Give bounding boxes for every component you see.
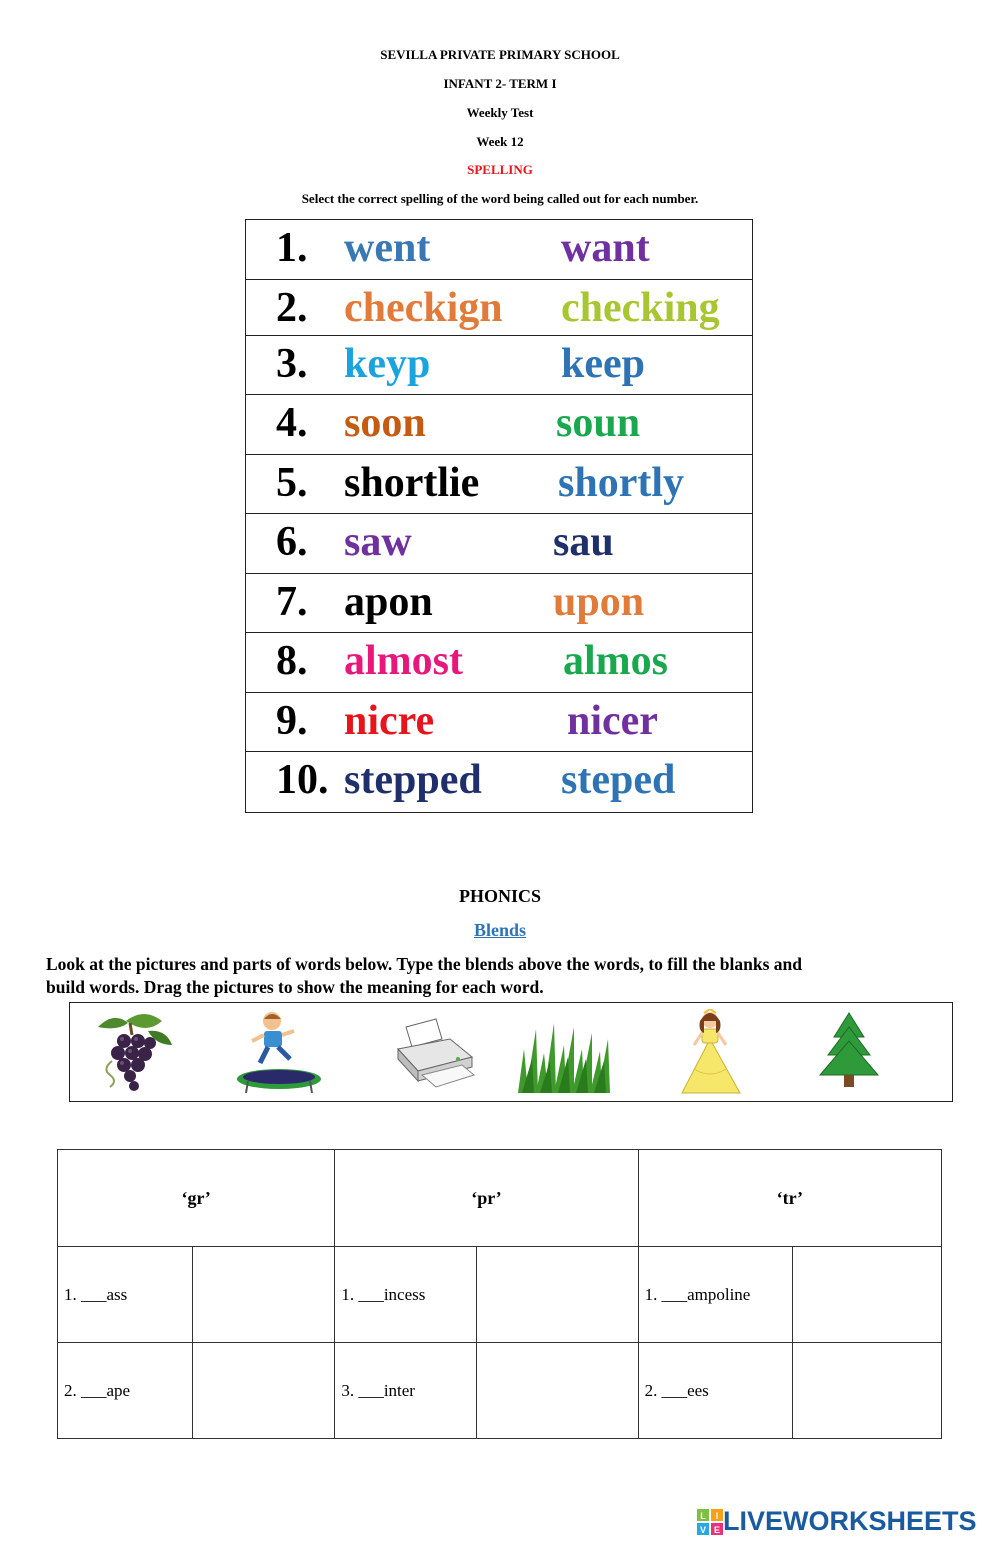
item-number: 1. xyxy=(276,225,308,271)
logo-blocks-icon xyxy=(697,1509,723,1535)
grass-image[interactable] xyxy=(514,1009,612,1095)
princess-image[interactable] xyxy=(664,1009,756,1095)
word-option-a[interactable]: soon xyxy=(344,400,426,446)
week-label: Week 12 xyxy=(476,134,524,149)
item-number: 5. xyxy=(276,459,308,506)
word-fill-blank[interactable]: 2. ___ees xyxy=(638,1343,793,1439)
item-number: 3. xyxy=(276,340,308,387)
logo-text: LIVEWORKSHEETS xyxy=(723,1506,977,1536)
picture-drop-zone[interactable] xyxy=(793,1343,942,1439)
item-number: 10. xyxy=(276,757,329,803)
picture-strip xyxy=(69,1002,953,1102)
term-label: INFANT 2- TERM I xyxy=(443,76,557,91)
logo-letter: I xyxy=(715,1510,719,1521)
picture-drop-zone[interactable] xyxy=(477,1247,639,1343)
logo-letter: V xyxy=(699,1524,707,1535)
spelling-row xyxy=(246,395,752,455)
word-option-b[interactable]: keep xyxy=(561,340,645,387)
trampoline-image[interactable] xyxy=(234,1009,324,1095)
word-option-b[interactable]: sau xyxy=(553,519,614,565)
spelling-row xyxy=(246,693,752,753)
logo-letter: L xyxy=(700,1510,706,1521)
word-option-a[interactable]: apon xyxy=(344,578,433,625)
word-option-b[interactable]: want xyxy=(561,225,650,271)
item-number: 2. xyxy=(276,284,308,331)
word-option-b[interactable]: soun xyxy=(556,400,641,446)
blend-header-tr: ‘tr’ xyxy=(638,1150,941,1247)
grapes-image[interactable] xyxy=(88,1009,172,1095)
spelling-row xyxy=(246,752,752,812)
item-number: 8. xyxy=(276,638,308,684)
subtitle-blends: Blends xyxy=(473,920,527,940)
word-option-a[interactable]: stepped xyxy=(344,757,482,803)
word-option-a[interactable]: saw xyxy=(344,519,412,565)
picture-drop-zone[interactable] xyxy=(477,1343,639,1439)
word-option-a[interactable]: almost xyxy=(344,638,463,684)
spelling-row xyxy=(246,280,752,336)
word-option-b[interactable]: checking xyxy=(561,284,720,331)
word-option-b[interactable]: shortly xyxy=(558,459,684,506)
word-option-b[interactable]: steped xyxy=(561,757,676,803)
word-option-a[interactable]: checkign xyxy=(344,284,503,331)
spelling-row xyxy=(246,514,752,574)
spelling-table xyxy=(245,219,753,813)
school-name: SEVILLA PRIVATE PRIMARY SCHOOL xyxy=(380,47,620,62)
word-fill-blank[interactable]: 1. ___ampoline xyxy=(638,1247,793,1343)
logo-letter: E xyxy=(713,1524,721,1535)
item-number: 6. xyxy=(276,519,308,565)
item-number: 7. xyxy=(276,578,308,625)
spelling-row xyxy=(246,220,752,280)
item-number: 4. xyxy=(276,400,308,446)
word-option-a[interactable]: keyp xyxy=(344,340,431,387)
word-fill-blank[interactable]: 3. ___inter xyxy=(335,1343,477,1439)
printer-image[interactable] xyxy=(392,1009,476,1095)
blends-table xyxy=(57,1149,942,1439)
word-fill-blank[interactable]: 1. ___incess xyxy=(335,1247,477,1343)
tree-image[interactable] xyxy=(814,1009,884,1095)
word-option-a[interactable]: shortlie xyxy=(344,459,480,506)
spelling-instruction: Select the correct spelling of the word being called out for each number. xyxy=(301,191,699,206)
word-option-a[interactable]: went xyxy=(344,225,431,271)
blend-header-pr: ‘pr’ xyxy=(335,1150,638,1247)
word-fill-blank[interactable]: 1. ___ass xyxy=(58,1247,193,1343)
table-row xyxy=(58,1247,942,1343)
word-fill-blank[interactable]: 2. ___ape xyxy=(58,1343,193,1439)
word-option-a[interactable]: nicre xyxy=(344,697,435,744)
word-option-b[interactable]: nicer xyxy=(567,697,658,744)
word-option-b[interactable]: almos xyxy=(563,638,668,684)
section-title-spelling: SPELLING xyxy=(467,162,533,177)
phonics-instruction-line2: build words. Drag the pictures to show the meaning for each word. xyxy=(46,977,544,997)
spelling-row xyxy=(246,336,752,396)
blends-header-row xyxy=(58,1150,942,1247)
test-label: Weekly Test xyxy=(466,105,534,120)
liveworksheets-logo xyxy=(697,1506,977,1537)
picture-drop-zone[interactable] xyxy=(192,1247,335,1343)
spelling-row xyxy=(246,574,752,634)
section-title-phonics: PHONICS xyxy=(458,886,541,906)
blend-header-gr: ‘gr’ xyxy=(58,1150,335,1247)
phonics-instruction-line1: Look at the pictures and parts of words below. Type the blends above the words, to fill the blanks and xyxy=(46,954,803,974)
word-option-b[interactable]: upon xyxy=(553,578,645,625)
picture-drop-zone[interactable] xyxy=(793,1247,942,1343)
table-row xyxy=(58,1343,942,1439)
item-number: 9. xyxy=(276,697,308,744)
picture-drop-zone[interactable] xyxy=(192,1343,335,1439)
spelling-row xyxy=(246,633,752,693)
spelling-row xyxy=(246,455,752,515)
